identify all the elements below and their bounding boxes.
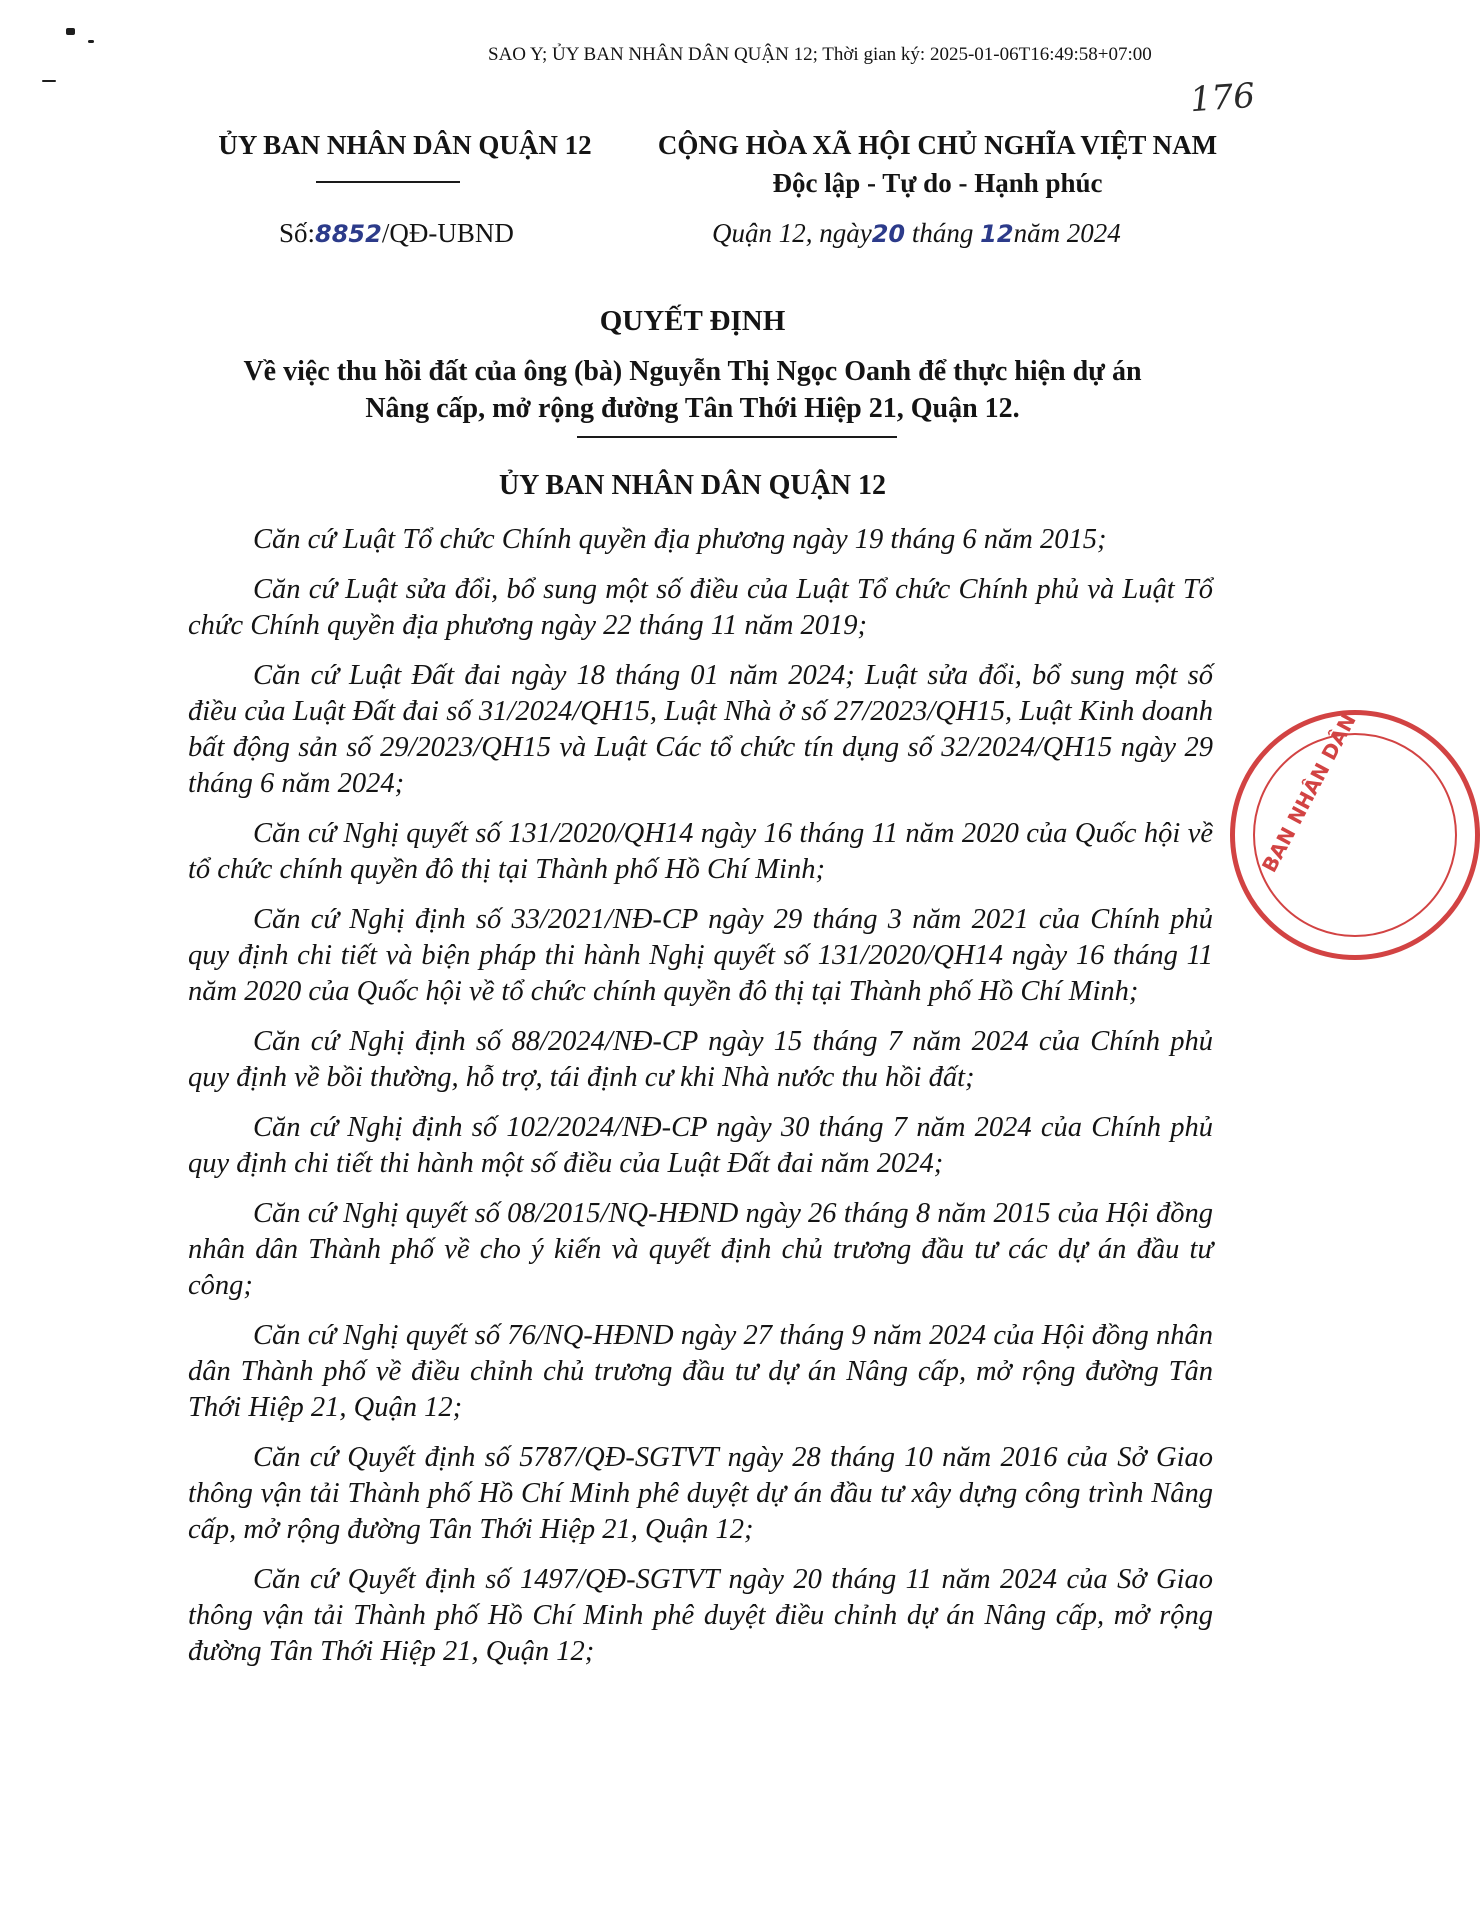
red-official-seal: [1230, 710, 1480, 960]
legal-basis-paragraph: Căn cứ Nghị quyết số 131/2020/QH14 ngày 16 tháng 11 năm 2020 của Quốc hội về tổ chức chính quyền đô thị tại Thành phố Hồ Chí Minh;: [188, 818, 1213, 885]
handwritten-page-number: 176: [1188, 75, 1257, 121]
scan-speck: [66, 28, 75, 35]
legal-basis-paragraph: Căn cứ Quyết định số 5787/QĐ-SGTVT ngày 28 tháng 10 năm 2016 của Sở Giao thông vận tải Thành phố Hồ Chí Minh phê duyệt dự án đầu tư xây dựng công trình Nâng cấp, mở rộng đường Tân Thới Hiệp 21, Quận 12;: [188, 1442, 1213, 1545]
subject-underline: [577, 436, 897, 438]
national-motto: Độc lập - Tự do - Hạnh phúc: [772, 168, 1103, 198]
scan-speck: [88, 40, 94, 43]
legal-basis-paragraph: Căn cứ Luật Đất đai ngày 18 tháng 01 năm 2024; Luật sửa đổi, bổ sung một số điều của Luật Đất đai số 31/2024/QH15, Luật Nhà ở số 27/2023/QH15, Luật Kinh doanh bất động sản số 29/2023/QH15 và Luật Các tổ chức tín dụng số 32/2024/QH15 ngày 29 tháng 6 năm 2024;: [188, 660, 1213, 799]
legal-basis-paragraph: Căn cứ Nghị quyết số 76/NQ-HĐND ngày 27 tháng 9 năm 2024 của Hội đồng nhân dân Thành phố về điều chỉnh chủ trương đầu tư dự án Nâng cấp, mở rộng đường Tân Thới Hiệp 21, Quận 12;: [188, 1320, 1213, 1423]
doc-no-handwritten: 8852: [315, 220, 382, 248]
issuer-heading: ỦY BAN NHÂN DÂN QUẬN 12: [498, 470, 887, 501]
date-prefix: Quận 12, ngày: [712, 218, 872, 248]
legal-basis-paragraph: Căn cứ Nghị định số 88/2024/NĐ-CP ngày 15 tháng 7 năm 2024 của Chính phủ quy định về bồi thường, hỗ trợ, tái định cư khi Nhà nước thu hồi đất;: [188, 1026, 1213, 1093]
copy-signature-line: SAO Y; ỦY BAN NHÂN DÂN QUẬN 12; Thời gian ký: 2025-01-06T16:49:58+07:00: [488, 44, 1152, 65]
legal-basis-paragraph: Căn cứ Nghị định số 102/2024/NĐ-CP ngày 30 tháng 7 năm 2024 của Chính phủ quy định chi tiết thi hành một số điều của Luật Đất đai năm 2024;: [188, 1112, 1213, 1179]
date-mid: tháng: [911, 218, 974, 248]
subject-line-1: Về việc thu hồi đất của ông (bà) Nguyễn Thị Ngọc Oanh để thực hiện dự án: [243, 356, 1142, 387]
document-number: [279, 218, 514, 249]
issuing-agency: ỦY BAN NHÂN DÂN QUẬN 12: [218, 130, 592, 160]
document-type-title: QUYẾT ĐỊNH: [599, 305, 786, 337]
agency-underline: [316, 181, 460, 183]
document-date: [712, 218, 1121, 249]
legal-basis-paragraph: Căn cứ Nghị định số 33/2021/NĐ-CP ngày 29 tháng 3 năm 2021 của Chính phủ quy định chi tiết và biện pháp thi hành Nghị quyết số 131/2020/QH14 ngày 16 tháng 11 năm 2020 của Quốc hội về tổ chức chính quyền đô thị tại Thành phố Hồ Chí Minh;: [188, 904, 1213, 1007]
scan-speck: [42, 80, 56, 82]
national-title: CỘNG HÒA XÃ HỘI CHỦ NGHĨA VIỆT NAM: [657, 130, 1218, 160]
doc-no-suffix: /QĐ-UBND: [381, 218, 514, 248]
legal-basis-paragraph: Căn cứ Luật Tổ chức Chính quyền địa phương ngày 19 tháng 6 năm 2015;: [253, 524, 1107, 555]
date-day-handwritten: 20: [871, 220, 906, 248]
date-suffix: năm 2024: [1013, 218, 1121, 248]
legal-basis-paragraph: Căn cứ Quyết định số 1497/QĐ-SGTVT ngày 20 tháng 11 năm 2024 của Sở Giao thông vận tải Thành phố Hồ Chí Minh phê duyệt điều chỉnh dự án Nâng cấp, mở rộng đường Tân Thới Hiệp 21, Quận 12;: [188, 1564, 1213, 1667]
seal-text: BAN NHÂN DÂN: [1257, 709, 1361, 877]
date-month-handwritten: 12: [980, 220, 1014, 248]
doc-no-prefix: Số:: [279, 218, 316, 248]
legal-basis-paragraph: Căn cứ Nghị quyết số 08/2015/NQ-HĐND ngày 26 tháng 8 năm 2015 của Hội đồng nhân dân Thành phố về cho ý kiến và quyết định chủ trương đầu tư các dự án đầu tư công;: [188, 1198, 1213, 1301]
subject-line-2: Nâng cấp, mở rộng đường Tân Thới Hiệp 21, Quận 12.: [365, 393, 1020, 424]
legal-basis-paragraph: Căn cứ Luật sửa đổi, bổ sung một số điều của Luật Tổ chức Chính phủ và Luật Tổ chức Chính quyền địa phương ngày 22 tháng 11 năm 2019;: [188, 574, 1213, 641]
legal-basis-body: [188, 522, 1213, 1684]
